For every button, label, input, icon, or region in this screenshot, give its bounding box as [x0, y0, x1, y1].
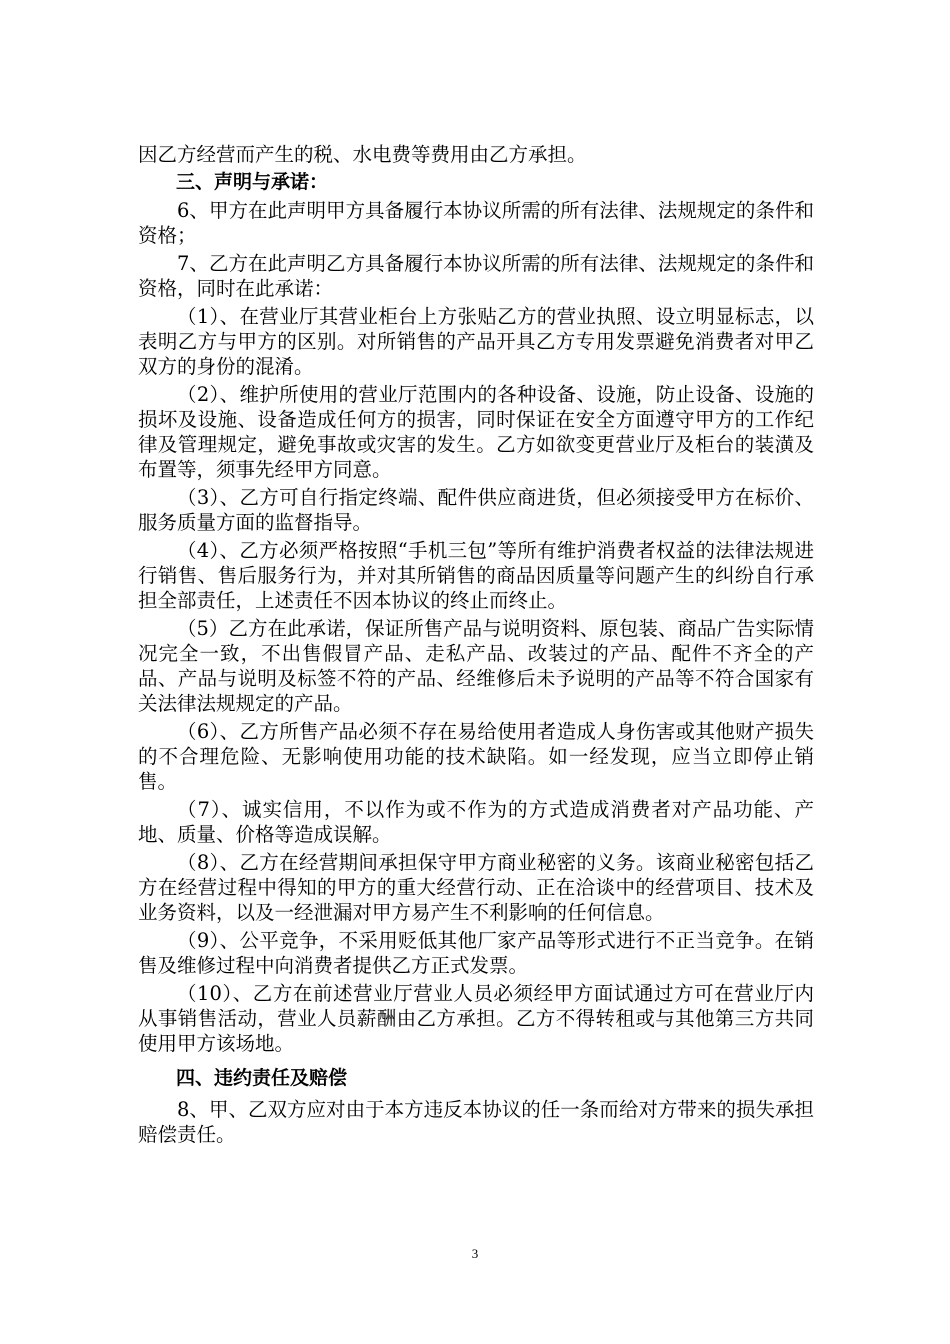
clause-7-item-5: （5）乙方在此承诺，保证所售产品与说明资料、原包装、商品广告实际情况完全一致，不出售假冒产品、走私产品、改装过的产品、配件不齐全的产品、产品与说明及标签不符的产品、经维修后未予说明的产品等不符合国家有关法律法规规定的产品。	[138, 617, 814, 715]
document-body	[138, 142, 814, 1150]
clause-7-item-4: （4）、乙方必须严格按照“手机三包”等所有维护消费者权益的法律法规进行销售、售后服务行为，并对其所销售的商品因质量等问题产生的纠纷自行承担全部责任，上述责任不因本协议的终止而终止。	[138, 539, 814, 612]
clause-7-item-2: （2）、维护所使用的营业厅范围内的各种设备、设施，防止设备、设施的损坏及设施、设备造成任何方的损害，同时保证在安全方面遵守甲方的工作纪律及管理规定，避免事故或灾害的发生。乙方如欲变更营业厅及柜台的装潢及布置等，须事先经甲方同意。	[138, 383, 814, 481]
section-heading-declarations: 三、声明与承诺：	[176, 171, 329, 193]
clause-8: 8、甲、乙双方应对由于本方违反本协议的任一条而给对方带来的损失承担赔偿责任。	[138, 1098, 814, 1146]
section-heading-liability: 四、违约责任及赔偿	[176, 1067, 348, 1089]
page-number: 3	[471, 1246, 479, 1261]
paragraph-tax-costs: 因乙方经营而产生的税、水电费等费用由乙方承担。	[138, 143, 587, 166]
clause-7-item-3: （3）、乙方可自行指定终端、配件供应商进货，但必须接受甲方在标价、服务质量方面的监督指导。	[138, 486, 814, 534]
clause-7-item-7: （7）、诚实信用，不以作为或不作为的方式造成消费者对产品功能、产地、质量、价格等造成误解。	[138, 798, 814, 846]
clause-7-item-10: （10）、乙方在前述营业厅营业人员必须经甲方面试通过方可在营业厅内从事销售活动，营业人员薪酬由乙方承担。乙方不得转租或与其他第三方共同使用甲方该场地。	[138, 982, 814, 1055]
clause-7-item-9: （9）、公平竞争，不采用贬低其他厂家产品等形式进行不正当竞争。在销售及维修过程中向消费者提供乙方正式发票。	[138, 929, 814, 977]
clause-7-item-8: （8）、乙方在经营期间承担保守甲方商业秘密的义务。该商业秘密包括乙方在经营过程中得知的甲方的重大经营行动、正在洽谈中的经营项目、技术及业务资料，以及一经泄漏对甲方易产生不利影响的任何信息。	[138, 851, 814, 924]
clause-7-item-1: （1）、在营业厅其营业柜台上方张贴乙方的营业执照、设立明显标志，以表明乙方与甲方的区别。对所销售的产品开具乙方专用发票避免消费者对甲乙双方的身份的混淆。	[138, 305, 814, 378]
clause-7-item-6: （6）、乙方所售产品必须不存在易给使用者造成人身伤害或其他财产损失的不合理危险、无影响使用功能的技术缺陷。如一经发现，应当立即停止销售。	[138, 720, 814, 793]
clause-7: 7、乙方在此声明乙方具备履行本协议所需的所有法律、法规规定的条件和资格，同时在此承诺：	[138, 252, 814, 300]
clause-6: 6、甲方在此声明甲方具备履行本协议所需的所有法律、法规规定的条件和资格；	[138, 199, 814, 247]
